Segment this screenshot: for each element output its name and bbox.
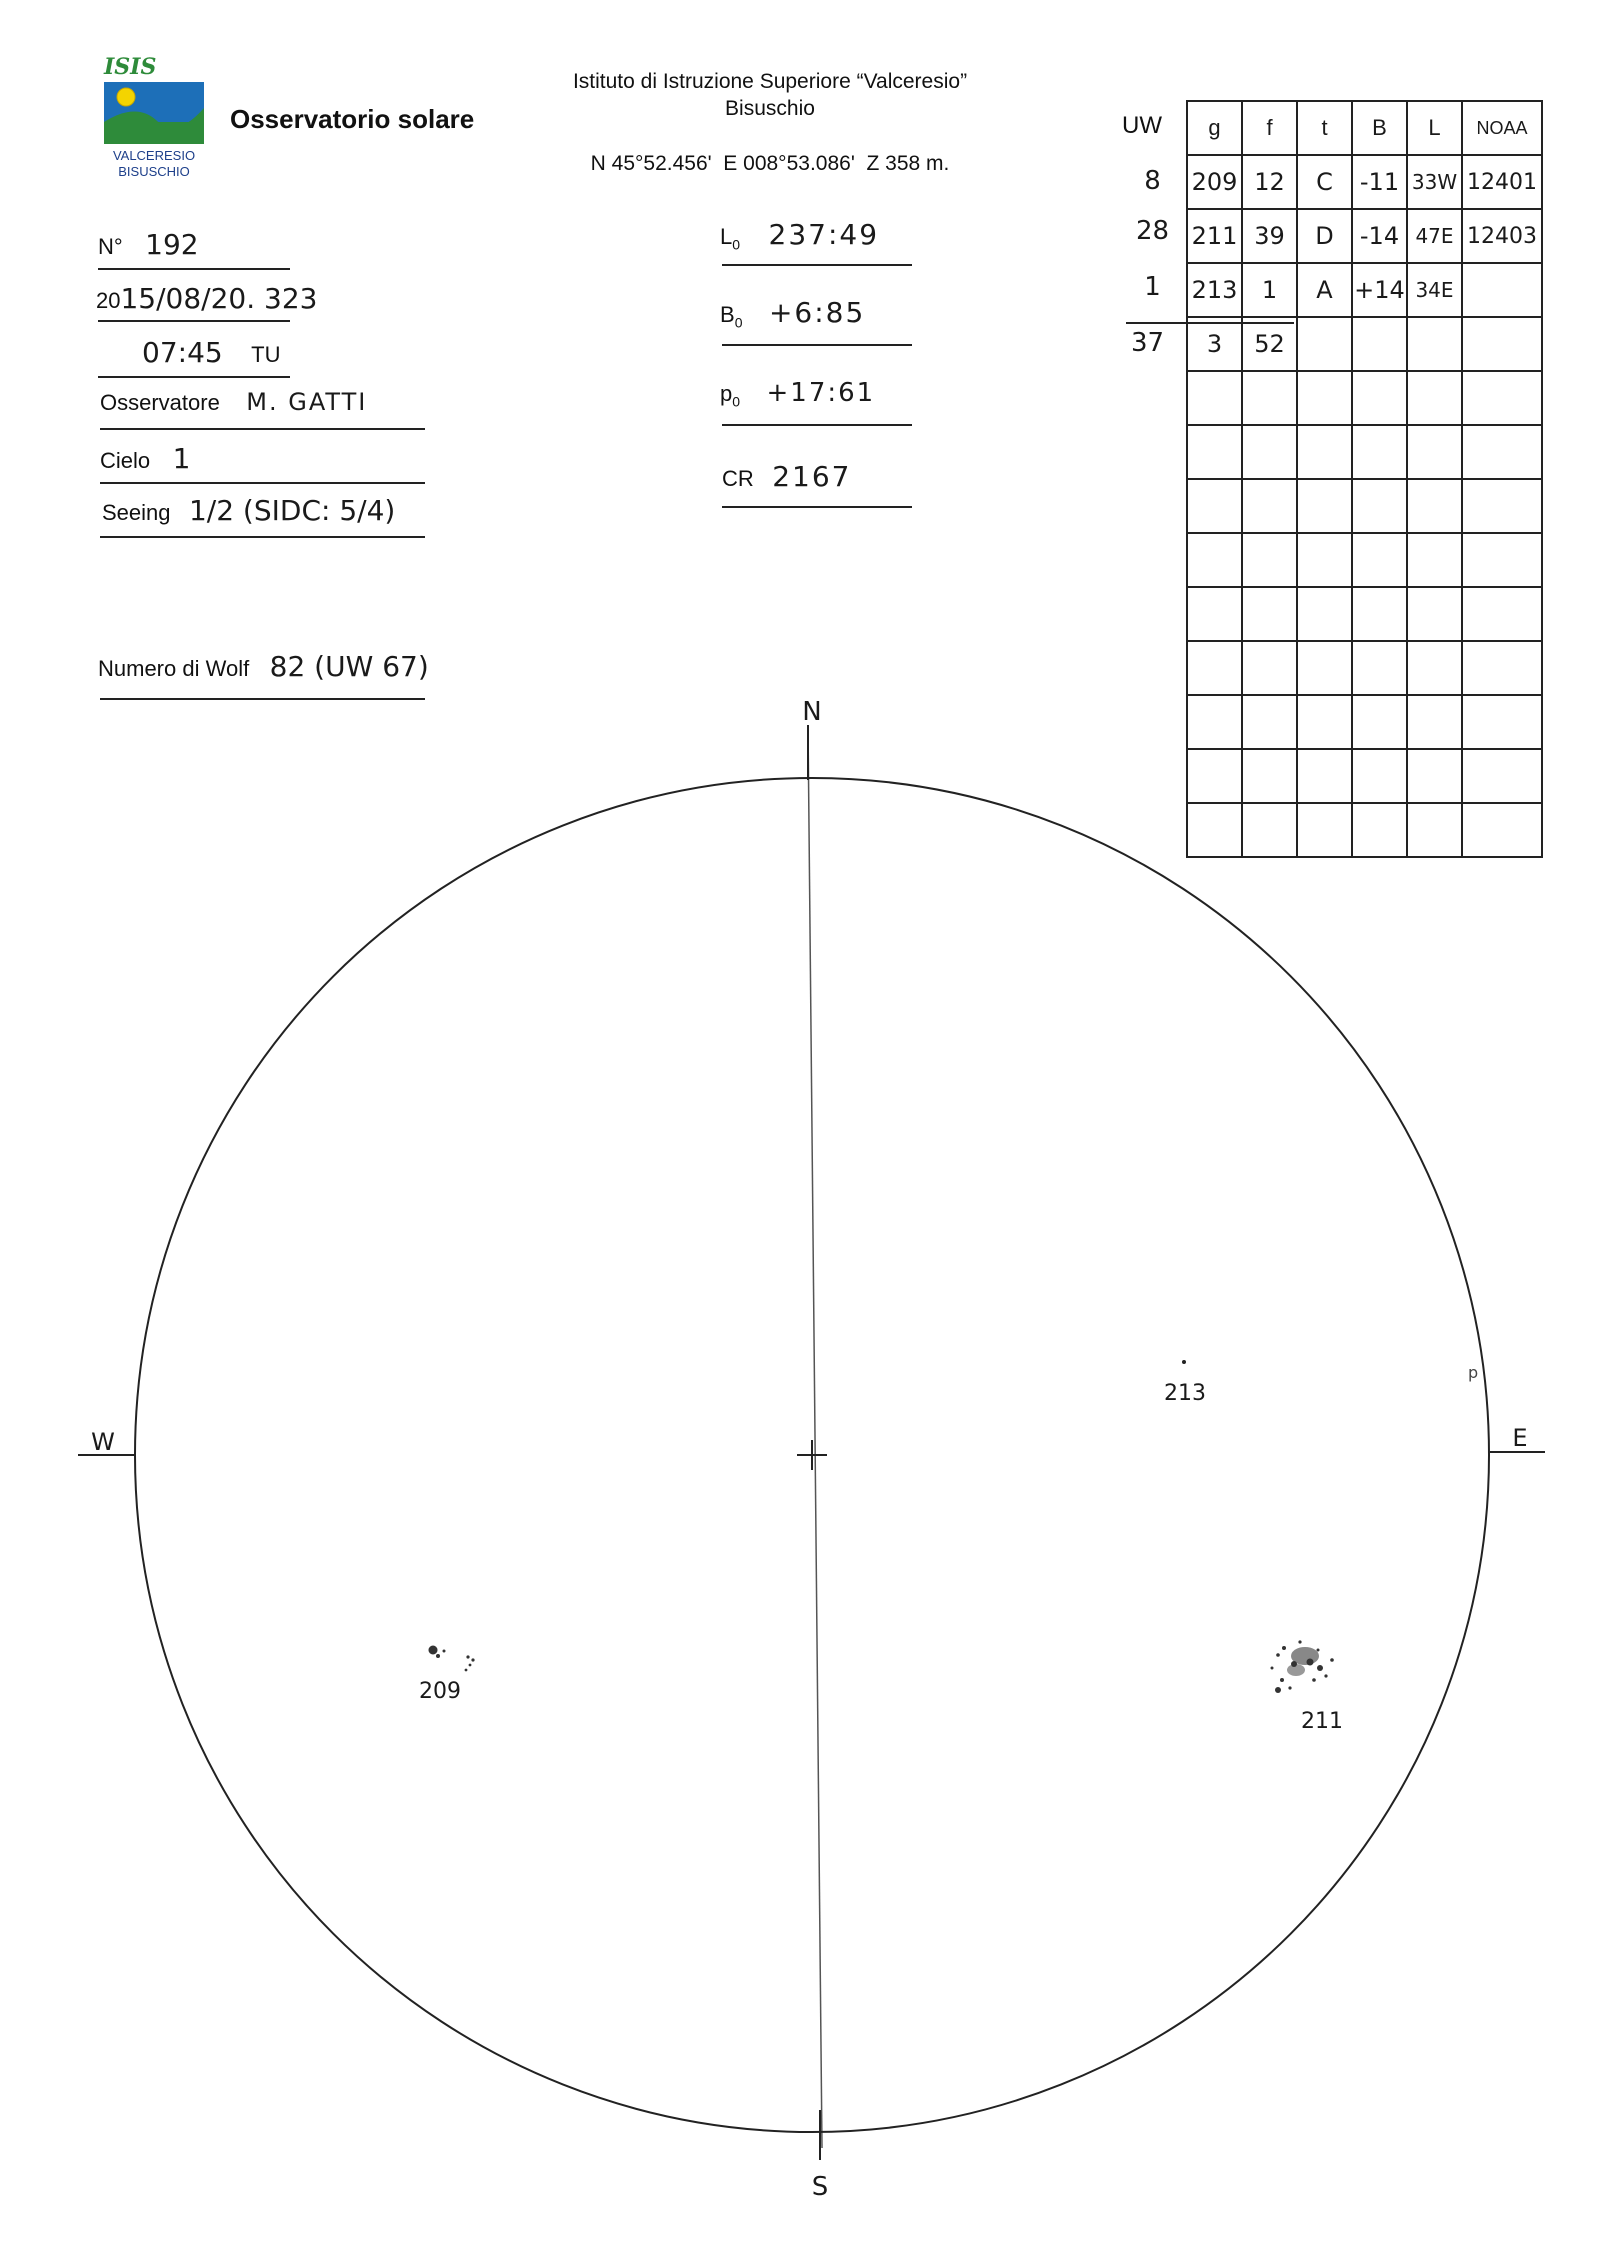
logo-name-line1: VALCERESIO <box>112 148 196 163</box>
cell-f: 52 <box>1242 317 1297 371</box>
cell-t: C <box>1297 155 1352 209</box>
disk-center-cross <box>797 1440 827 1470</box>
cell-f: 39 <box>1242 209 1297 263</box>
cell-g: 3 <box>1187 317 1242 371</box>
group-label-213: 213 <box>1164 1381 1206 1406</box>
logo-name-line2: BISUSCHIO <box>118 164 190 179</box>
observer-label: Osservatore <box>100 390 220 415</box>
cell-g: 209 <box>1187 155 1242 209</box>
north-south-axis <box>808 725 822 2148</box>
south-label: S <box>811 2172 829 2202</box>
observatory-coordinates: N 45°52.456' E 008°53.086' Z 358 m. <box>590 152 950 175</box>
seeing-value: 1/2 (SIDC: 5/4) <box>188 494 396 527</box>
cr-label: CR <box>722 466 754 491</box>
header-b: B <box>1352 101 1407 155</box>
north-label: N <box>802 697 822 727</box>
cell-b: -14 <box>1352 209 1407 263</box>
cell-l: 47E <box>1407 209 1462 263</box>
uw-value-3: 1 <box>1144 272 1161 302</box>
cell-g: 213 <box>1187 263 1242 317</box>
l0-label: $L_0$ <box>720 224 741 253</box>
uw-value-1: 8 <box>1144 166 1161 196</box>
sunspot-group-211 <box>1271 1640 1334 1693</box>
group-label-211: 211 <box>1301 1709 1343 1734</box>
cell-f: 12 <box>1242 155 1297 209</box>
p0-label: $p_0$ <box>720 381 741 410</box>
cell-l: 34E <box>1407 263 1462 317</box>
b0-value: +6:85 <box>768 296 866 329</box>
sky-label: Cielo <box>100 448 151 473</box>
east-label: E <box>1512 1424 1528 1452</box>
observation-number-value: 192 <box>145 228 199 261</box>
time-value: 07:45 <box>142 336 223 369</box>
header-noaa: NOAA <box>1462 101 1542 155</box>
wolf-value: 82 (UW 67) <box>269 650 429 683</box>
date-prefix: 20 <box>96 288 121 313</box>
group-label-209: 209 <box>419 1679 461 1704</box>
sky-value: 1 <box>172 442 191 475</box>
sunspot-group-213 <box>1182 1360 1186 1364</box>
page-title: Osservatorio solare <box>230 104 475 134</box>
date-value: 15/08/20. 323 <box>120 282 318 315</box>
header-f: f <box>1242 101 1297 155</box>
p0-value: +17:61 <box>766 378 876 408</box>
west-label: W <box>91 1428 115 1456</box>
sunspot-group-209 <box>429 1646 475 1672</box>
cell-noaa: 12403 <box>1462 209 1542 263</box>
cell-t: D <box>1297 209 1352 263</box>
institute-name: Istituto di Istruzione Superiore “Valceresio” <box>572 70 968 93</box>
institute-town: Bisuschio <box>725 97 815 120</box>
header-t: t <box>1297 101 1352 155</box>
cell-b: +14 <box>1352 263 1407 317</box>
cr-value: 2167 <box>772 460 852 493</box>
observer-value: M. GATTI <box>246 388 368 416</box>
header-l: L <box>1407 101 1462 155</box>
uw-header: UW <box>1122 112 1162 139</box>
uw-value-2: 28 <box>1135 216 1170 246</box>
observation-number-label: N° <box>98 234 123 259</box>
cell-t: A <box>1297 263 1352 317</box>
seeing-label: Seeing <box>102 500 171 525</box>
uw-value-total: 37 <box>1130 328 1165 358</box>
cell-g: 211 <box>1187 209 1242 263</box>
b0-label: $B_0$ <box>720 302 743 331</box>
header-g: g <box>1187 101 1242 155</box>
cell-l: 33W <box>1407 155 1462 209</box>
time-unit: TU <box>251 342 281 367</box>
cell-noaa: 12401 <box>1462 155 1542 209</box>
facula-mark: p <box>1468 1363 1479 1382</box>
l0-value: 237:49 <box>768 218 880 251</box>
cell-b: -11 <box>1352 155 1407 209</box>
cell-f: 1 <box>1242 263 1297 317</box>
logo-brand-text: ISIS <box>104 54 157 80</box>
wolf-label: Numero di Wolf <box>98 656 250 681</box>
